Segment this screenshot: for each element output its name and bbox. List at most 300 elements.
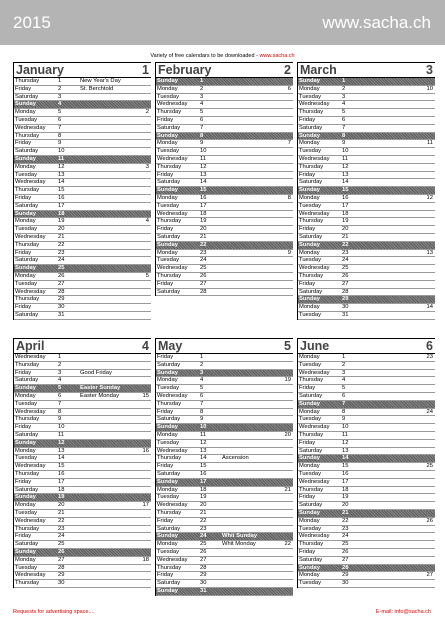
weekday-name: Wednesday	[299, 478, 330, 485]
week-number: 26	[426, 517, 433, 524]
day-number: 24	[58, 533, 65, 540]
holiday-name: Easter Sunday	[80, 385, 121, 392]
day-number: 25	[200, 265, 207, 272]
day-number: 20	[200, 226, 207, 233]
day-row	[298, 250, 435, 258]
day-row	[156, 289, 293, 297]
day-number: 15	[200, 463, 207, 470]
weekday-name: Saturday	[299, 233, 323, 240]
day-row	[156, 226, 293, 234]
day-row	[156, 257, 293, 265]
weekday-name: Saturday	[157, 580, 181, 587]
day-number: 27	[58, 556, 65, 563]
day-number: 22	[58, 517, 65, 524]
weekday-name: Tuesday	[157, 93, 180, 100]
day-row	[298, 479, 435, 487]
day-row	[14, 370, 151, 378]
month-january	[13, 62, 151, 320]
weekday-name: Friday	[15, 369, 32, 376]
day-number: 19	[342, 218, 349, 225]
contact-email[interactable]: E-mail: info@sacha.ch	[375, 609, 431, 615]
weekday-name: Sunday	[15, 385, 36, 392]
weekday-name: Saturday	[15, 541, 39, 548]
month-header	[298, 339, 435, 354]
day-row	[298, 179, 435, 187]
day-number: 13	[200, 447, 207, 454]
month-header	[14, 63, 151, 78]
day-number: 16	[200, 194, 207, 201]
weekday-name: Thursday	[157, 509, 182, 516]
sunday-row	[156, 588, 293, 596]
day-row	[156, 416, 293, 424]
week-number: 16	[142, 447, 149, 454]
day-row	[156, 557, 293, 565]
day-row	[14, 455, 151, 463]
weekday-name: Sunday	[157, 478, 178, 485]
day-number: 26	[58, 548, 65, 555]
day-row	[298, 385, 435, 393]
day-row	[298, 211, 435, 219]
weekday-name: Wednesday	[15, 288, 46, 295]
day-row	[156, 156, 293, 164]
day-row	[14, 448, 151, 456]
weekday-name: Monday	[299, 354, 320, 360]
day-number: 24	[342, 257, 349, 264]
month-header	[14, 339, 151, 354]
day-number: 18	[342, 210, 349, 217]
day-number: 3	[58, 93, 62, 100]
day-number: 17	[200, 478, 207, 485]
weekday-name: Friday	[299, 226, 316, 233]
day-row	[14, 78, 151, 86]
weekday-name: Saturday	[299, 179, 323, 186]
day-number: 10	[342, 424, 349, 431]
weekday-name: Thursday	[299, 377, 324, 384]
day-number: 2	[58, 85, 62, 92]
day-row	[156, 250, 293, 258]
weekday-name: Wednesday	[299, 533, 330, 540]
weekday-name: Thursday	[15, 241, 40, 248]
day-row	[14, 140, 151, 148]
sunday-row	[298, 242, 435, 250]
subtitle-link[interactable]: www.sacha.ch	[259, 53, 295, 59]
weekday-name: Thursday	[299, 431, 324, 438]
day-row	[156, 572, 293, 580]
day-row	[156, 549, 293, 557]
weekday-name: Saturday	[15, 257, 39, 264]
weekday-name: Tuesday	[15, 400, 38, 407]
day-number: 25	[200, 541, 207, 548]
week-number: 25	[426, 463, 433, 470]
day-row	[298, 234, 435, 242]
day-row	[14, 281, 151, 289]
weekday-name: Friday	[15, 140, 32, 147]
day-row	[156, 281, 293, 289]
day-number: 1	[58, 354, 62, 360]
day-row	[298, 557, 435, 565]
day-number: 11	[200, 431, 207, 438]
advertising-note: Requests for advertising space....	[13, 609, 95, 615]
day-row	[298, 487, 435, 495]
day-row	[14, 541, 151, 549]
weekday-name: Tuesday	[299, 525, 322, 532]
weekday-name: Wednesday	[299, 101, 330, 108]
day-row	[14, 409, 151, 417]
day-number: 7	[342, 124, 346, 131]
sunday-row	[156, 133, 293, 141]
day-number: 28	[342, 288, 349, 295]
day-row	[156, 401, 293, 409]
weekday-name: Thursday	[15, 296, 40, 303]
day-row	[298, 117, 435, 125]
day-number: 21	[200, 233, 207, 240]
day-number: 5	[342, 109, 346, 116]
day-number: 3	[342, 93, 346, 100]
weekday-name: Friday	[15, 194, 32, 201]
day-number: 30	[58, 580, 65, 587]
weekday-name: Sunday	[299, 455, 320, 462]
weekday-name: Sunday	[299, 296, 320, 303]
weekday-name: Tuesday	[15, 226, 38, 233]
day-row	[298, 463, 435, 471]
day-row	[14, 195, 151, 203]
day-row	[14, 133, 151, 141]
day-number: 4	[200, 101, 204, 108]
week-number: 7	[287, 140, 291, 147]
day-row	[156, 502, 293, 510]
day-number: 14	[200, 455, 207, 462]
day-number: 12	[58, 439, 65, 446]
weekday-name: Thursday	[15, 187, 40, 194]
month-header	[156, 339, 293, 354]
day-row	[298, 164, 435, 172]
month-may	[155, 338, 293, 596]
weekday-name: Saturday	[15, 311, 39, 318]
weekday-name: Thursday	[157, 218, 182, 225]
weekday-name: Sunday	[157, 78, 178, 84]
weekday-name: Thursday	[299, 272, 324, 279]
weekday-name: Saturday	[15, 486, 39, 493]
day-row	[298, 541, 435, 549]
weekday-name: Monday	[299, 408, 320, 415]
day-number: 13	[200, 171, 207, 178]
day-number: 18	[58, 486, 65, 493]
weekday-name: Tuesday	[299, 361, 322, 368]
day-number: 18	[200, 486, 207, 493]
weekday-name: Sunday	[157, 424, 178, 431]
day-row	[298, 273, 435, 281]
day-row	[298, 265, 435, 273]
day-row	[298, 101, 435, 109]
weekday-name: Sunday	[157, 132, 178, 139]
day-row	[156, 273, 293, 281]
day-number: 3	[200, 93, 204, 100]
weekday-name: Friday	[157, 116, 174, 123]
weekday-name: Saturday	[299, 288, 323, 295]
day-row	[156, 393, 293, 401]
weekday-name: Monday	[15, 109, 36, 116]
day-number: 17	[342, 478, 349, 485]
day-number: 27	[200, 556, 207, 563]
day-number: 5	[58, 385, 62, 392]
weekday-name: Sunday	[157, 187, 178, 194]
day-row	[14, 533, 151, 541]
weekday-name: Sunday	[15, 210, 36, 217]
day-row	[298, 304, 435, 312]
day-number: 1	[342, 78, 346, 84]
day-number: 31	[200, 587, 207, 594]
weekday-name: Wednesday	[15, 354, 46, 360]
day-row	[298, 156, 435, 164]
day-row	[156, 234, 293, 242]
month-number: 4	[142, 339, 149, 353]
weekday-name: Wednesday	[15, 233, 46, 240]
day-number: 26	[200, 272, 207, 279]
weekday-name: Monday	[157, 249, 178, 256]
day-number: 1	[342, 354, 346, 360]
weekday-name: Wednesday	[15, 179, 46, 186]
day-row	[14, 572, 151, 580]
weekday-name: Thursday	[299, 541, 324, 548]
day-row	[14, 289, 151, 297]
weekday-name: Tuesday	[299, 416, 322, 423]
day-row	[298, 281, 435, 289]
week-number: 20	[284, 431, 291, 438]
weekday-name: Saturday	[157, 525, 181, 532]
sunday-row	[156, 479, 293, 487]
day-number: 9	[58, 140, 62, 147]
weekday-name: Tuesday	[15, 171, 38, 178]
sunday-row	[298, 455, 435, 463]
holiday-name: Whit Sunday	[222, 533, 258, 540]
week-number: 2	[145, 109, 149, 116]
weekday-name: Thursday	[157, 400, 182, 407]
weekday-name: Wednesday	[15, 408, 46, 415]
weekday-name: Friday	[157, 408, 174, 415]
day-row	[14, 148, 151, 156]
sunday-row	[156, 242, 293, 250]
day-number: 7	[342, 400, 346, 407]
sunday-row	[14, 385, 151, 393]
weekday-name: Saturday	[157, 416, 181, 423]
day-number: 19	[342, 494, 349, 501]
day-number: 23	[58, 249, 65, 256]
day-number: 31	[342, 311, 349, 318]
weekday-name: Friday	[157, 280, 174, 287]
weekday-name: Friday	[157, 463, 174, 470]
weekday-name: Monday	[15, 272, 36, 279]
weekday-name: Saturday	[157, 179, 181, 186]
day-row	[14, 416, 151, 424]
subtitle	[0, 53, 445, 59]
weekday-name: Sunday	[299, 564, 320, 571]
day-number: 26	[58, 272, 65, 279]
day-number: 8	[342, 132, 346, 139]
day-row	[156, 117, 293, 125]
day-number: 19	[200, 218, 207, 225]
day-number: 9	[58, 416, 62, 423]
day-number: 23	[200, 525, 207, 532]
day-number: 14	[58, 179, 65, 186]
weekday-name: Sunday	[15, 439, 36, 446]
weekday-name: Friday	[299, 171, 316, 178]
week-number: 14	[426, 304, 433, 311]
weekday-name: Wednesday	[299, 155, 330, 162]
weekday-name: Wednesday	[15, 517, 46, 524]
header-bar	[0, 0, 445, 45]
day-number: 12	[58, 163, 65, 170]
sunday-row	[14, 494, 151, 502]
weekday-name: Saturday	[15, 202, 39, 209]
day-row	[14, 502, 151, 510]
day-row	[156, 526, 293, 534]
day-row	[298, 172, 435, 180]
day-number: 18	[58, 210, 65, 217]
day-row	[14, 109, 151, 117]
day-number: 20	[58, 502, 65, 509]
weekday-name: Tuesday	[299, 202, 322, 209]
day-number: 23	[342, 249, 349, 256]
day-number: 21	[58, 233, 65, 240]
day-number: 12	[200, 163, 207, 170]
day-number: 3	[342, 369, 346, 376]
day-number: 3	[58, 369, 62, 376]
weekday-name: Monday	[15, 447, 36, 454]
day-number: 29	[200, 572, 207, 579]
day-number: 28	[58, 288, 65, 295]
day-row	[14, 557, 151, 565]
week-number: 15	[142, 392, 149, 399]
weekday-name: Wednesday	[157, 392, 188, 399]
weekday-name: Tuesday	[157, 385, 180, 392]
day-number: 5	[342, 385, 346, 392]
day-row	[298, 502, 435, 510]
weekday-name: Sunday	[15, 265, 36, 272]
sunday-row	[156, 187, 293, 195]
holiday-name: New Year's Day	[80, 78, 121, 84]
day-number: 2	[200, 361, 204, 368]
weekday-name: Monday	[299, 249, 320, 256]
weekday-name: Friday	[299, 439, 316, 446]
day-number: 19	[58, 218, 65, 225]
day-number: 29	[342, 296, 349, 303]
weekday-name: Saturday	[157, 124, 181, 131]
sunday-row	[298, 510, 435, 518]
day-row	[156, 463, 293, 471]
weekday-name: Monday	[299, 304, 320, 311]
day-row	[14, 424, 151, 432]
day-row	[298, 148, 435, 156]
holiday-name: Good Friday	[80, 369, 112, 376]
day-row	[156, 203, 293, 211]
weekday-name: Saturday	[15, 93, 39, 100]
day-number: 11	[342, 431, 349, 438]
day-row	[156, 86, 293, 94]
day-row	[298, 416, 435, 424]
sunday-row	[14, 440, 151, 448]
month-february	[155, 62, 293, 296]
day-number: 8	[342, 408, 346, 415]
sunday-row	[298, 187, 435, 195]
weekday-name: Monday	[157, 140, 178, 147]
week-number: 5	[145, 272, 149, 279]
day-row	[14, 179, 151, 187]
day-row	[298, 257, 435, 265]
day-number: 28	[200, 564, 207, 571]
day-number: 26	[200, 548, 207, 555]
day-number: 30	[342, 304, 349, 311]
day-row	[14, 257, 151, 265]
day-row	[156, 125, 293, 133]
holiday-name: Whit Monday	[222, 541, 256, 548]
week-number: 10	[426, 85, 433, 92]
day-number: 25	[342, 541, 349, 548]
month-name: May	[158, 339, 183, 353]
weekday-name: Monday	[15, 556, 36, 563]
day-number: 11	[342, 155, 349, 162]
weekday-name: Monday	[299, 194, 320, 201]
month-header	[156, 63, 293, 78]
day-number: 17	[200, 202, 207, 209]
weekday-name: Monday	[15, 392, 36, 399]
day-row	[298, 393, 435, 401]
weekday-name: Tuesday	[15, 509, 38, 516]
day-number: 15	[58, 187, 65, 194]
weekday-name: Thursday	[15, 132, 40, 139]
weekday-name: Saturday	[299, 447, 323, 454]
day-number: 11	[200, 155, 207, 162]
site-url[interactable]: www.sacha.ch	[322, 13, 431, 32]
weekday-name: Monday	[157, 486, 178, 493]
day-row	[298, 572, 435, 580]
sunday-row	[14, 156, 151, 164]
day-number: 5	[200, 109, 204, 116]
weekday-name: Thursday	[15, 78, 40, 84]
day-row	[14, 393, 151, 401]
day-number: 19	[200, 494, 207, 501]
day-number: 10	[58, 148, 65, 155]
day-number: 4	[342, 101, 346, 108]
day-row	[298, 312, 435, 320]
day-row	[14, 432, 151, 440]
week-number: 3	[145, 163, 149, 170]
day-number: 24	[200, 257, 207, 264]
day-row	[156, 354, 293, 362]
week-number: 8	[287, 194, 291, 201]
weekday-name: Tuesday	[15, 116, 38, 123]
day-number: 14	[342, 455, 349, 462]
day-number: 7	[200, 124, 204, 131]
day-number: 6	[342, 116, 346, 123]
day-number: 8	[58, 408, 62, 415]
weekday-name: Friday	[299, 494, 316, 501]
week-number: 11	[426, 140, 433, 147]
weekday-name: Tuesday	[299, 257, 322, 264]
weekday-name: Monday	[299, 463, 320, 470]
weekday-name: Thursday	[15, 470, 40, 477]
day-row	[14, 203, 151, 211]
day-row	[298, 86, 435, 94]
day-number: 13	[342, 171, 349, 178]
day-row	[14, 401, 151, 409]
weekday-name: Saturday	[15, 431, 39, 438]
weekday-name: Monday	[157, 431, 178, 438]
week-number: 6	[287, 85, 291, 92]
day-number: 7	[58, 400, 62, 407]
day-row	[156, 541, 293, 549]
day-row	[14, 117, 151, 125]
day-number: 22	[342, 241, 349, 248]
